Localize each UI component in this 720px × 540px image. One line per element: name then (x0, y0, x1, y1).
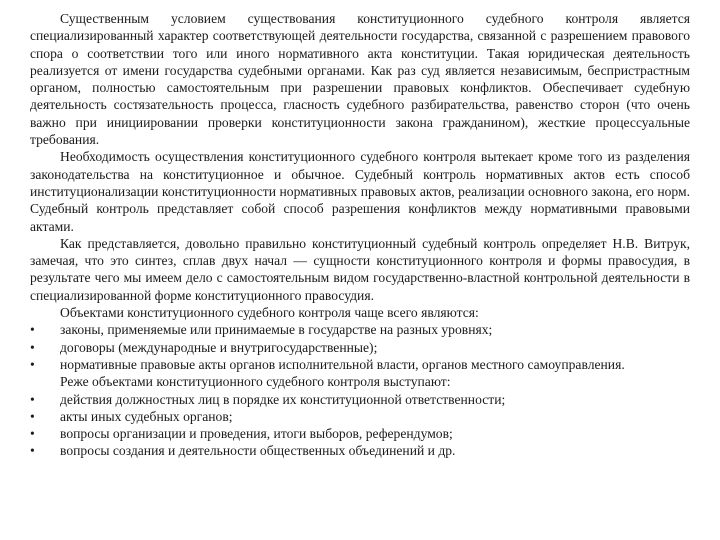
list-item-text: законы, применяемые или принимаемые в государстве на разных уровнях; (60, 322, 493, 338)
list-item (30, 442, 690, 459)
bullet-icon: • (30, 408, 35, 424)
list-item-text: вопросы организации и проведения, итоги выборов, референдумов; (60, 426, 453, 442)
list-item (30, 356, 690, 373)
paragraph-essential-condition: Существенным условием существования конституционного судебного контроля является специализированный характер соответствующей деятельности государства, связанной с разрешением правового спора о соответствии того или иного нормативного акта конституции. Такая юридическая деятельность реализуется от имени государства судебными органами. Как раз суд является независимым, беспристрастным органом, полностью самостоятельным при разрешении правовых конфликтов. Обеспечивает судебную деятельность состязательность процесса, гласность судебного разбирательства, равенство сторон (что очень важно при инициировании проверки конституционности закона гражданином), жесткие процессуальные требования. (30, 11, 690, 148)
list-item-text: действия должностных лиц в порядке их конституционной ответственности; (60, 391, 506, 407)
list-item (30, 408, 690, 425)
bullet-icon: • (30, 322, 35, 338)
list-item (30, 321, 690, 338)
list-item (30, 425, 690, 442)
list-heading-main-objects: Объектами конституционного судебного контроля чаще всего являются: (60, 305, 479, 321)
paragraph-vitruk-definition: Как представляется, довольно правильно конституционный судебный контроль определяет Н.В. Витрук, замечая, что это синтез, сплав двух начал — сущности конституционного контроля и формы правосудия, в результате чего мы имеем дело с самостоятельным видом государственно-властной контрольной деятельности в специализированной форме конституционного правосудия. (30, 235, 690, 303)
list-item-text: нормативные правовые акты органов исполнительной власти, органов местного самоуправления. (60, 356, 625, 372)
list-heading-rare-objects: Реже объектами конституционного судебного контроля выступают: (60, 374, 451, 390)
bullet-icon: • (30, 391, 35, 407)
list-item-text: акты иных судебных органов; (60, 408, 233, 424)
list-item-text: вопросы создания и деятельности общественных объединений и др. (60, 443, 456, 459)
bullet-icon: • (30, 356, 35, 372)
paragraph-necessity: Необходимость осуществления конституционного судебного контроля вытекает кроме того из разделения законодательства на конституционное и обычное. Судебный контроль нормативных актов есть способ институционализации конституционности нормативных правовых актов, реализации основного закона, его норм. Судебный контроль представляет собой способ разрешения конфликтов между нормативными правовыми актами. (30, 149, 690, 234)
list-item (30, 391, 690, 408)
list-item (30, 339, 690, 356)
bullet-icon: • (30, 443, 35, 459)
list-item-text: договоры (международные и внутригосударственные); (60, 339, 378, 355)
document-page (30, 10, 690, 460)
bullet-icon: • (30, 339, 35, 355)
bullet-icon: • (30, 426, 35, 442)
